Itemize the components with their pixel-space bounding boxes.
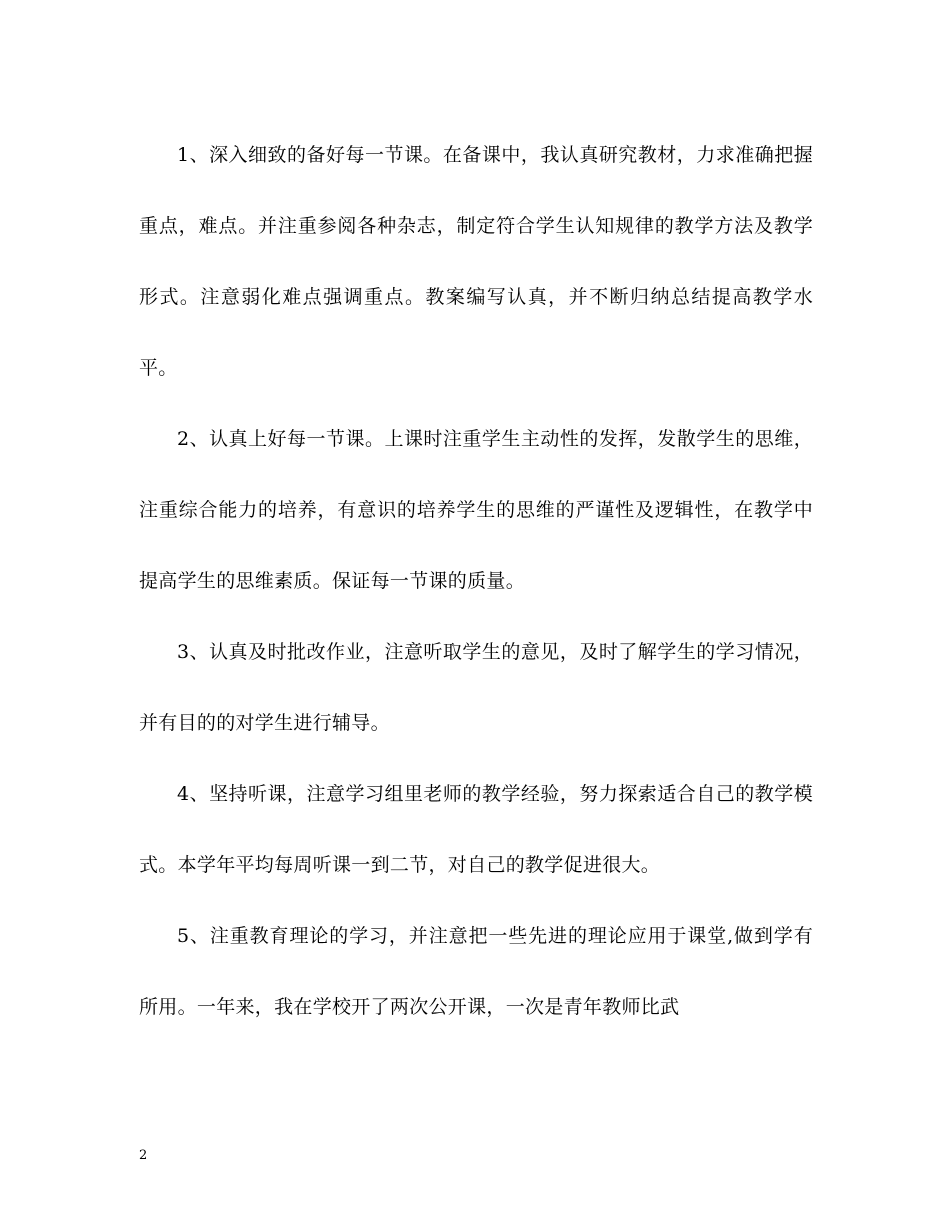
page-number: 2 — [139, 1148, 148, 1163]
paragraph-2: 2、认真上好每一节课。上课时注重学生主动性的发挥，发散学生的思维，注重综合能力的培养，有意识的培养学生的思维的严谨性及逻辑性，在教学中提高学生的思维素质。保证每一节课的质量。 — [139, 428, 813, 592]
paragraph-1: 1、深入细致的备好每一节课。在备课中，我认真研究教材，力求准确把握重点，难点。并注重参阅各种杂志，制定符合学生认知规律的教学方法及教学形式。注意弱化难点强调重点。教案编写认真，并不断归纳总结提高教学水平。 — [139, 144, 813, 379]
paragraph-4: 4、坚持听课，注意学习组里老师的教学经验，努力探索适合自己的教学模式。本学年平均每周听课一到二节，对自己的教学促进很大。 — [139, 783, 813, 876]
paragraph-5: 5、注重教育理论的学习，并注意把一些先进的理论应用于课堂,做到学有所用。一年来，我在学校开了两次公开课，一次是青年教师比武 — [139, 925, 813, 1018]
paragraph-3: 3、认真及时批改作业，注意听取学生的意见，及时了解学生的学习情况，并有目的的对学生进行辅导。 — [139, 641, 813, 734]
document-body — [139, 120, 813, 1043]
